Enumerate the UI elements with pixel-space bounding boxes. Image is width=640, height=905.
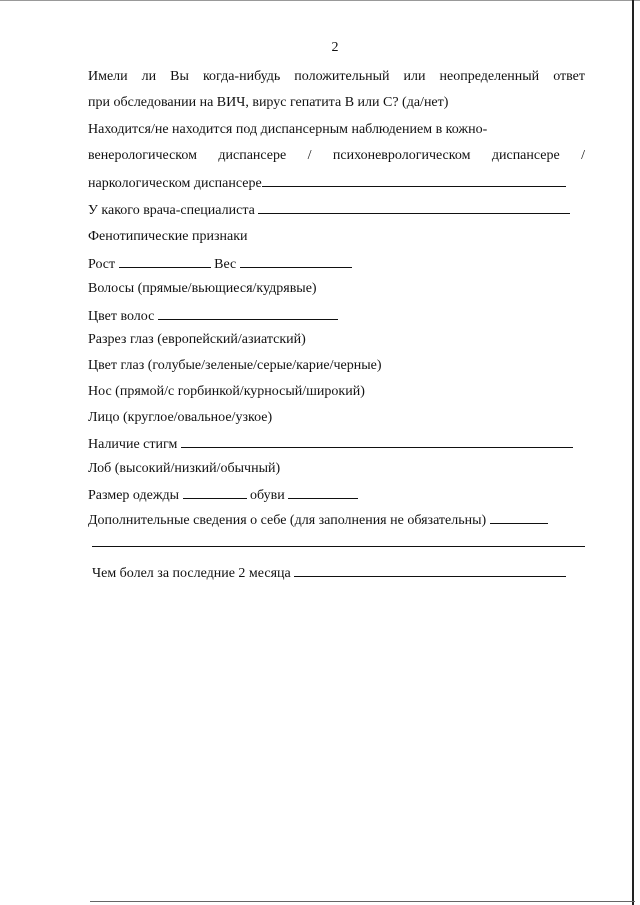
hair-color-field [88,307,338,326]
weight-input[interactable] [240,255,352,268]
illness-field [92,564,566,583]
page-number: 2 [331,40,339,55]
clothing-input[interactable] [183,486,247,499]
additional-info-rule[interactable] [92,546,585,547]
dispensary-field [88,174,566,193]
doctor-field [88,201,570,220]
page-right-edge [632,0,634,905]
doctor-input[interactable] [258,201,570,214]
height-input[interactable] [119,255,211,268]
dispensary-line-2: венерологическом диспансере / психоневрологическом диспансере / [88,148,585,163]
shoes-input[interactable] [288,486,358,499]
hiv-question-line-2: при обследовании на ВИЧ, вирус гепатита В или С? (да/нет) [88,95,449,110]
height-label: Рост [88,257,116,272]
face-line: Лицо (круглое/овальное/узкое) [88,410,273,425]
stigmata-input[interactable] [181,435,573,448]
hair-type-line: Волосы (прямые/вьющиеся/кудрявые) [88,281,317,296]
dispensary-input[interactable] [262,174,566,187]
dispensary-label: наркологическом диспансере [88,176,262,191]
hiv-question-line-1: Имели ли Вы когда-нибудь положительный или неопределенный ответ [88,69,585,84]
height-weight-row [88,255,352,274]
shoes-label: обуви [250,488,285,503]
nose-line: Нос (прямой/с горбинкой/курносый/широкий) [88,384,365,399]
additional-info-input[interactable] [490,511,548,524]
stigmata-label: Наличие стигм [88,437,178,452]
illness-label: Чем болел за последние 2 месяца [92,566,291,581]
page-top-edge [0,0,640,1]
clothing-row [88,486,358,505]
stigmata-field [88,435,573,454]
additional-info-field [88,511,548,530]
hair-color-input[interactable] [158,307,338,320]
weight-label: Вес [214,257,237,272]
eye-color-line: Цвет глаз (голубые/зеленые/серые/карие/черные) [88,358,382,373]
forehead-line: Лоб (высокий/низкий/обычный) [88,461,281,476]
page-bottom-edge [90,901,635,902]
dispensary-line-1: Находится/не находится под диспансерным наблюдением в кожно- [88,122,488,137]
doctor-label: У какого врача-специалиста [88,203,255,218]
additional-info-label: Дополнительные сведения о себе (для заполнения не обязательны) [88,513,487,528]
hair-color-label: Цвет волос [88,309,155,324]
illness-input[interactable] [294,564,566,577]
phenotype-heading: Фенотипические признаки [88,229,248,244]
eye-shape-line: Разрез глаз (европейский/азиатский) [88,332,306,347]
clothing-label: Размер одежды [88,488,180,503]
